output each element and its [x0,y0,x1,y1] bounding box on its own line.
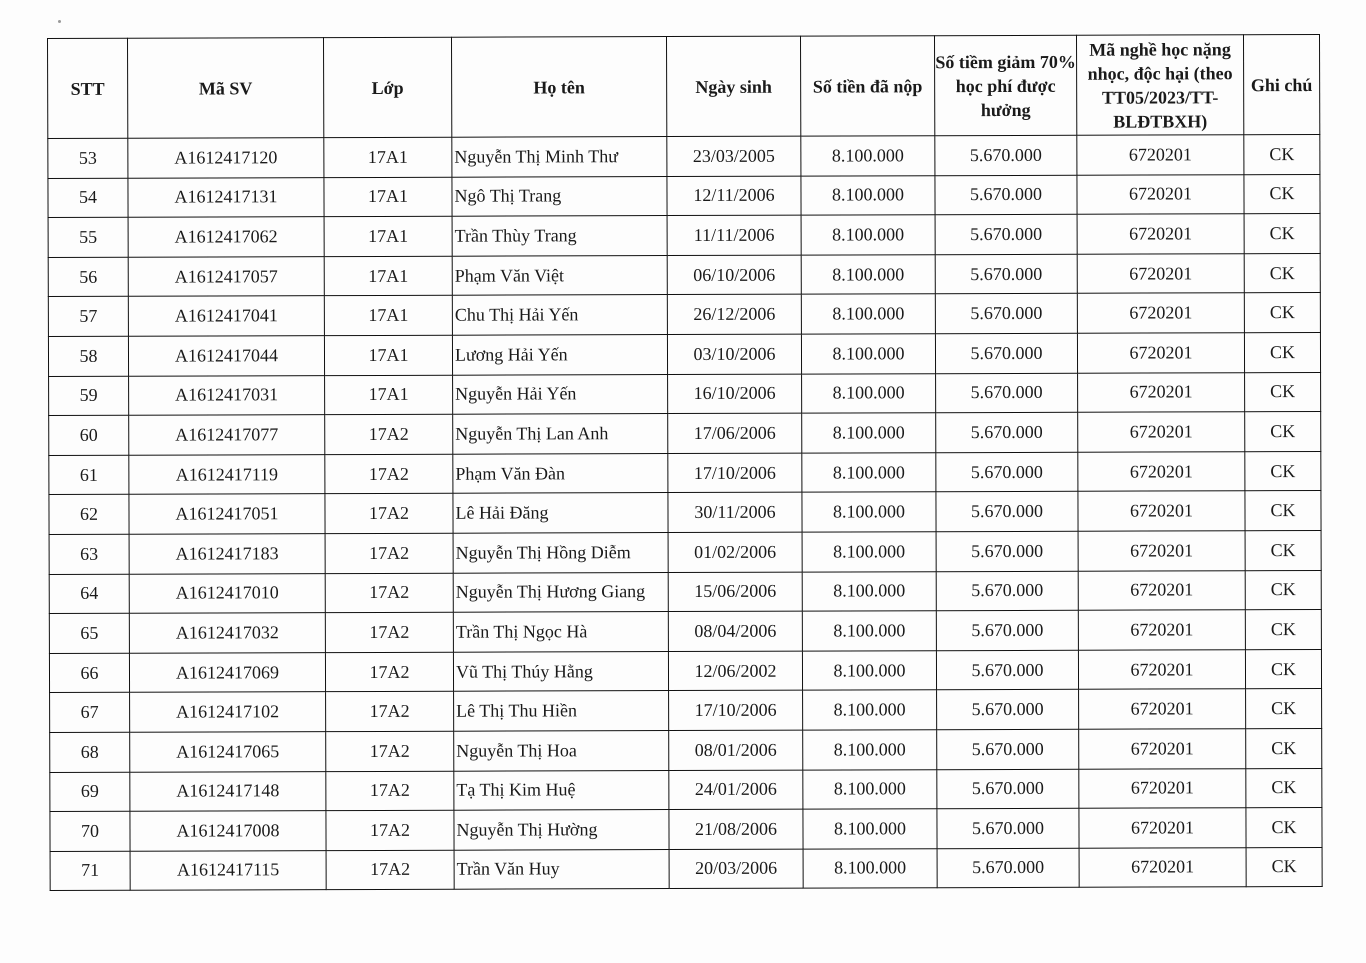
cell-so-tien-da-nop: 8.100.000 [801,175,935,215]
cell-ma-sv: A1612417057 [128,256,324,296]
cell-ngay-sinh: 12/11/2006 [667,176,801,216]
cell-stt: 53 [48,138,128,178]
cell-so-tien-da-nop: 8.100.000 [803,769,937,809]
cell-ngay-sinh: 08/04/2006 [668,611,802,651]
cell-ngay-sinh: 03/10/2006 [667,334,801,374]
cell-so-tien-da-nop: 8.100.000 [802,532,936,572]
cell-ma-nghe: 6720201 [1078,570,1245,610]
cell-ma-sv: A1612417077 [129,415,325,455]
cell-so-tien-giam: 5.670.000 [936,412,1078,452]
cell-ghi-chu: CK [1246,847,1322,887]
cell-ngay-sinh: 12/06/2002 [668,651,802,691]
cell-lop: 17A2 [326,810,454,850]
cell-ho-ten: Nguyễn Thị Minh Thư [452,137,667,177]
cell-ma-nghe: 6720201 [1079,768,1246,808]
table-row [49,451,1321,495]
cell-lop: 17A2 [326,731,454,771]
cell-ma-sv: A1612417120 [128,138,324,178]
cell-ghi-chu: CK [1244,174,1320,214]
cell-ma-sv: A1612417051 [129,494,325,534]
header-so-tien-da-nop: Số tiền đã nộp [800,36,934,136]
cell-lop: 17A1 [324,137,452,177]
cell-stt: 68 [50,732,130,772]
cell-stt: 66 [49,653,129,693]
cell-ngay-sinh: 16/10/2006 [668,374,802,414]
cell-so-tien-da-nop: 8.100.000 [802,650,936,690]
cell-stt: 62 [49,495,129,535]
cell-ho-ten: Nguyễn Thị Hồng Diễm [453,532,668,572]
cell-so-tien-da-nop: 8.100.000 [801,294,935,334]
table-body [48,135,1322,891]
cell-ma-nghe: 6720201 [1079,729,1246,769]
cell-ma-nghe: 6720201 [1077,293,1244,333]
cell-ho-ten: Trần Thùy Trang [452,216,667,256]
cell-so-tien-giam: 5.670.000 [937,729,1079,769]
table-row [50,808,1322,852]
cell-ma-nghe: 6720201 [1078,451,1245,491]
cell-stt: 60 [49,415,129,455]
cell-ghi-chu: CK [1245,610,1321,650]
cell-stt: 58 [48,336,128,376]
cell-so-tien-da-nop: 8.100.000 [803,730,937,770]
table-row [50,728,1322,772]
table-row [49,412,1321,456]
cell-ngay-sinh: 11/11/2006 [667,215,801,255]
cell-ho-ten: Tạ Thị Kim Huệ [454,770,669,810]
cell-ma-sv: A1612417041 [128,296,324,336]
cell-ho-ten: Nguyễn Hải Yến [453,374,668,414]
cell-ma-nghe: 6720201 [1077,214,1244,254]
cell-ngay-sinh: 17/10/2006 [668,453,802,493]
cell-ghi-chu: CK [1245,530,1321,570]
cell-lop: 17A2 [325,573,453,613]
cell-ma-sv: A1612417032 [129,613,325,653]
cell-stt: 61 [49,455,129,495]
header-stt: STT [48,38,128,138]
cell-so-tien-giam: 5.670.000 [936,492,1078,532]
cell-ho-ten: Lê Thị Thu Hiền [454,691,669,731]
cell-ma-sv: A1612417044 [128,336,324,376]
cell-so-tien-da-nop: 8.100.000 [803,809,937,849]
cell-ma-nghe: 6720201 [1078,412,1245,452]
cell-so-tien-da-nop: 8.100.000 [801,334,935,374]
cell-lop: 17A2 [326,771,454,811]
cell-ma-nghe: 6720201 [1077,135,1244,175]
cell-so-tien-giam: 5.670.000 [936,571,1078,611]
cell-lop: 17A1 [324,296,452,336]
cell-ghi-chu: CK [1245,372,1321,412]
table-row [49,649,1321,693]
cell-stt: 55 [48,217,128,257]
cell-lop: 17A2 [325,494,453,534]
table-row [49,372,1321,416]
cell-ma-nghe: 6720201 [1079,808,1246,848]
cell-ho-ten: Nguyễn Thị Hương Giang [453,572,668,612]
cell-ghi-chu: CK [1246,728,1322,768]
cell-so-tien-giam: 5.670.000 [937,848,1079,888]
cell-ma-sv: A1612417010 [129,573,325,613]
header-ngay-sinh: Ngày sinh [666,36,800,136]
cell-ma-nghe: 6720201 [1078,531,1245,571]
cell-ghi-chu: CK [1244,293,1320,333]
cell-so-tien-giam: 5.670.000 [936,610,1078,650]
cell-so-tien-giam: 5.670.000 [937,808,1079,848]
cell-ho-ten: Vũ Thị Thúy Hằng [453,651,668,691]
cell-lop: 17A1 [324,177,452,217]
cell-ho-ten: Ngô Thị Trang [452,176,667,216]
table-row [50,689,1322,733]
header-ghi-chu: Ghi chú [1243,35,1319,135]
cell-ngay-sinh: 17/10/2006 [669,690,803,730]
cell-ngay-sinh: 15/06/2006 [668,572,802,612]
student-fee-table [47,34,1323,891]
cell-ho-ten: Trần Thị Ngọc Hà [453,612,668,652]
cell-ho-ten: Chu Thị Hải Yến [452,295,667,335]
cell-ho-ten: Nguyễn Thị Hường [454,810,669,850]
header-row [48,35,1320,139]
cell-so-tien-giam: 5.670.000 [936,373,1078,413]
cell-stt: 69 [50,772,130,812]
header-ho-ten: Họ tên [451,37,666,138]
header-lop: Lớp [324,37,452,137]
cell-lop: 17A2 [325,612,453,652]
cell-ghi-chu: CK [1245,570,1321,610]
table-row [49,570,1321,614]
cell-so-tien-da-nop: 8.100.000 [802,492,936,532]
cell-lop: 17A2 [326,692,454,732]
cell-ma-sv: A1612417131 [128,177,324,217]
cell-ghi-chu: CK [1246,689,1322,729]
cell-so-tien-da-nop: 8.100.000 [802,571,936,611]
cell-so-tien-giam: 5.670.000 [937,769,1079,809]
cell-ngay-sinh: 20/03/2006 [669,849,803,889]
cell-lop: 17A2 [325,533,453,573]
cell-ma-sv: A1612417115 [130,850,326,890]
table-row [50,847,1322,891]
cell-ho-ten: Lương Hải Yến [452,335,667,375]
cell-ngay-sinh: 30/11/2006 [668,492,802,532]
cell-ma-sv: A1612417031 [129,375,325,415]
cell-so-tien-da-nop: 8.100.000 [801,136,935,176]
cell-stt: 70 [50,811,130,851]
cell-so-tien-giam: 5.670.000 [936,650,1078,690]
cell-so-tien-giam: 5.670.000 [935,135,1077,175]
cell-ma-sv: A1612417062 [128,217,324,257]
cell-ma-nghe: 6720201 [1078,372,1245,412]
cell-ma-sv: A1612417148 [130,771,326,811]
cell-ghi-chu: CK [1245,491,1321,531]
cell-ho-ten: Nguyễn Thị Hoa [454,730,669,770]
cell-so-tien-da-nop: 8.100.000 [802,413,936,453]
cell-ghi-chu: CK [1244,253,1320,293]
cell-so-tien-giam: 5.670.000 [935,175,1077,215]
cell-ma-nghe: 6720201 [1078,610,1245,650]
cell-ma-sv: A1612417065 [130,732,326,772]
cell-so-tien-da-nop: 8.100.000 [801,215,935,255]
table-row [48,293,1320,337]
cell-lop: 17A2 [325,454,453,494]
cell-ho-ten: Trần Văn Huy [454,849,669,889]
cell-so-tien-giam: 5.670.000 [935,214,1077,254]
cell-lop: 17A1 [324,256,452,296]
cell-stt: 59 [49,376,129,416]
cell-lop: 17A1 [324,335,452,375]
cell-so-tien-da-nop: 8.100.000 [801,254,935,294]
cell-lop: 17A2 [325,652,453,692]
cell-lop: 17A1 [325,375,453,415]
table-row [48,135,1320,179]
cell-ma-nghe: 6720201 [1078,649,1245,689]
cell-so-tien-da-nop: 8.100.000 [802,452,936,492]
cell-so-tien-da-nop: 8.100.000 [803,848,937,888]
cell-ngay-sinh: 01/02/2006 [668,532,802,572]
cell-ngay-sinh: 08/01/2006 [669,730,803,770]
table-row [49,530,1321,574]
cell-ghi-chu: CK [1244,135,1320,175]
cell-ghi-chu: CK [1246,768,1322,808]
cell-ma-nghe: 6720201 [1077,174,1244,214]
cell-so-tien-giam: 5.670.000 [936,452,1078,492]
header-ma-sv: Mã SV [128,38,324,139]
header-so-tien-giam: Số tiềm giảm 70% học phí được hưởng [934,35,1076,135]
cell-ngay-sinh: 24/01/2006 [669,770,803,810]
cell-stt: 54 [48,178,128,218]
cell-so-tien-giam: 5.670.000 [935,333,1077,373]
cell-ma-nghe: 6720201 [1078,491,1245,531]
cell-ma-sv: A1612417183 [129,534,325,574]
cell-ngay-sinh: 21/08/2006 [669,809,803,849]
table-row [48,332,1320,376]
cell-ngay-sinh: 26/12/2006 [667,295,801,335]
cell-ma-sv: A1612417069 [129,652,325,692]
cell-stt: 64 [49,574,129,614]
cell-ghi-chu: CK [1244,332,1320,372]
cell-ho-ten: Phạm Văn Đàn [453,453,668,493]
cell-ho-ten: Lê Hải Đăng [453,493,668,533]
cell-ma-nghe: 6720201 [1077,333,1244,373]
table-row [50,768,1322,812]
cell-so-tien-giam: 5.670.000 [935,294,1077,334]
cell-ghi-chu: CK [1245,412,1321,452]
cell-ghi-chu: CK [1246,808,1322,848]
cell-ghi-chu: CK [1245,451,1321,491]
cell-ma-nghe: 6720201 [1079,847,1246,887]
cell-ma-sv: A1612417102 [130,692,326,732]
cell-ngay-sinh: 17/06/2006 [668,413,802,453]
cell-ngay-sinh: 06/10/2006 [667,255,801,295]
header-ma-nghe: Mã nghề học nặng nhọc, độc hại (theo TT05/2023/TT-BLĐTBXH) [1076,35,1243,136]
cell-ma-sv: A1612417008 [130,811,326,851]
cell-stt: 65 [49,613,129,653]
cell-stt: 63 [49,534,129,574]
cell-ho-ten: Nguyễn Thị Lan Anh [453,414,668,454]
cell-ma-nghe: 6720201 [1079,689,1246,729]
cell-lop: 17A1 [324,216,452,256]
cell-stt: 56 [48,257,128,297]
cell-ho-ten: Phạm Văn Việt [452,255,667,295]
cell-so-tien-giam: 5.670.000 [937,690,1079,730]
cell-lop: 17A2 [326,850,454,890]
cell-ma-sv: A1612417119 [129,454,325,494]
stamp-fragment [630,950,830,963]
cell-so-tien-giam: 5.670.000 [936,531,1078,571]
cell-stt: 71 [50,851,130,891]
cell-ngay-sinh: 23/03/2005 [667,136,801,176]
table-row [48,214,1320,258]
cell-ghi-chu: CK [1244,214,1320,254]
cell-ma-nghe: 6720201 [1077,254,1244,294]
cell-stt: 67 [50,693,130,733]
cell-so-tien-da-nop: 8.100.000 [802,373,936,413]
cell-stt: 57 [48,297,128,337]
cell-lop: 17A2 [325,414,453,454]
cell-so-tien-da-nop: 8.100.000 [802,611,936,651]
cell-so-tien-giam: 5.670.000 [935,254,1077,294]
scan-speck [58,20,61,23]
cell-so-tien-da-nop: 8.100.000 [803,690,937,730]
table-row [48,253,1320,297]
table-row [49,491,1321,535]
table-row [48,174,1320,218]
table-row [49,610,1321,654]
cell-ghi-chu: CK [1245,649,1321,689]
